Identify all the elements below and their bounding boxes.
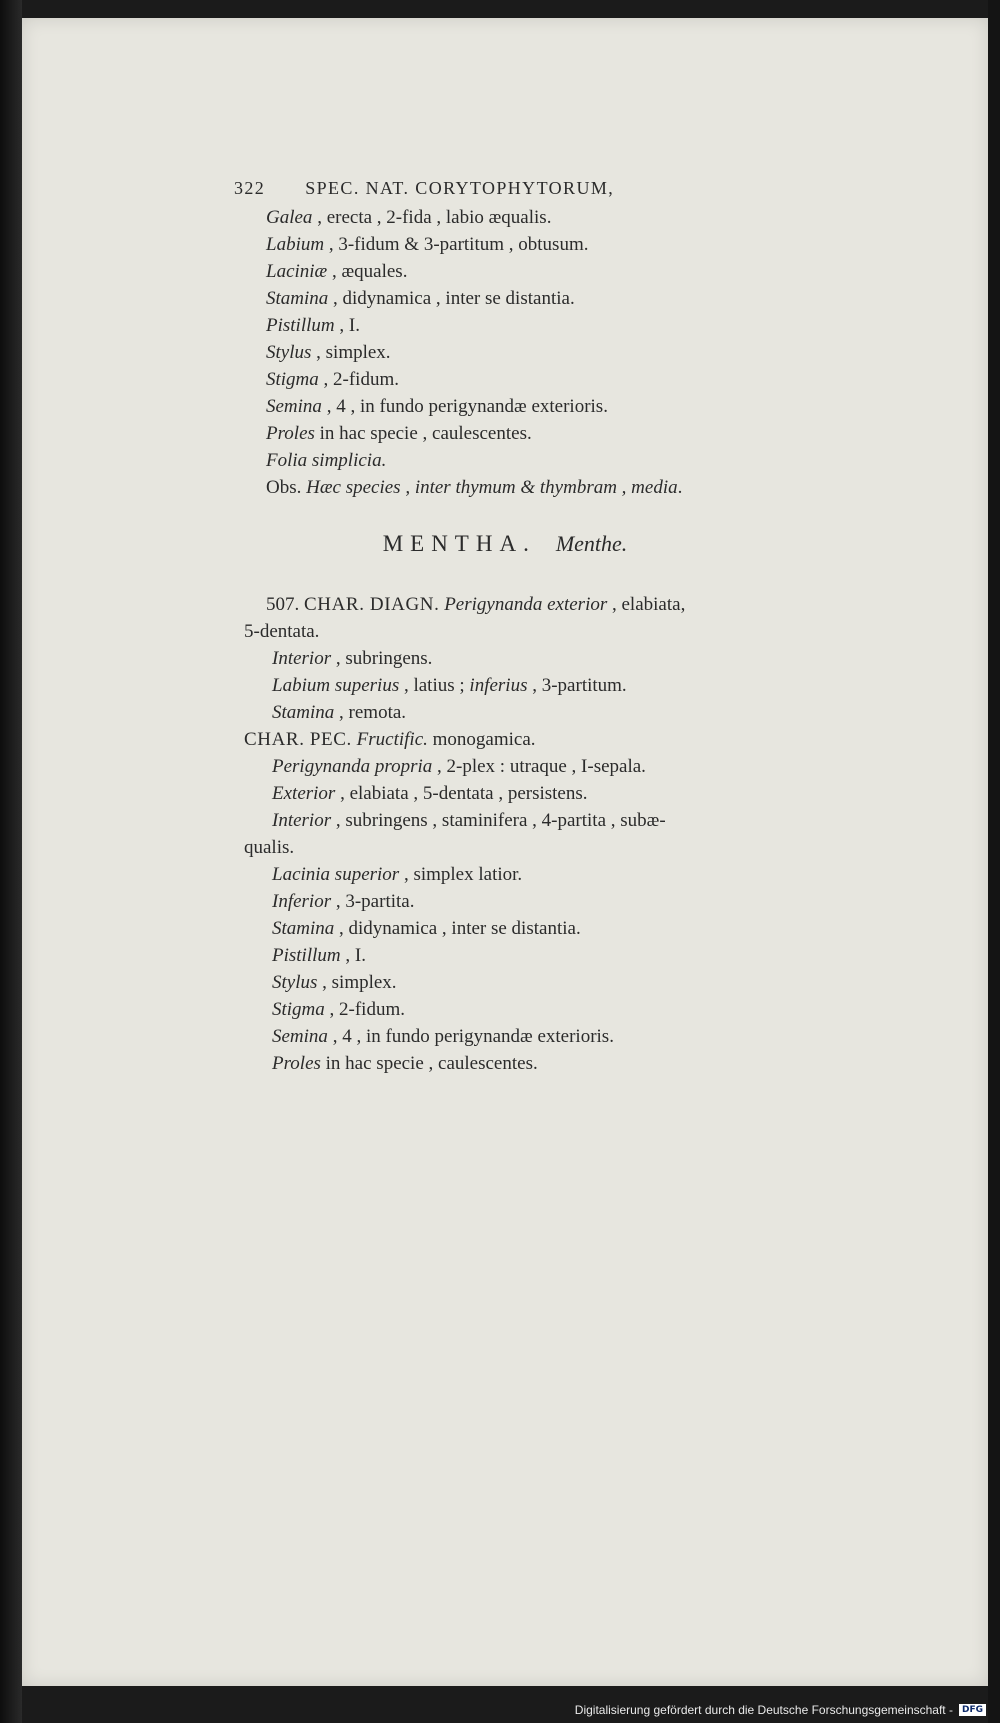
text-line: Labium , 3-fidum & 3-partitum , obtusum. [266, 234, 589, 255]
text-line: Galea , erecta , 2-fida , labio æqualis. [266, 207, 552, 228]
text-line: Pistillum , I. [272, 945, 366, 966]
dfg-logo: DFG [959, 1704, 986, 1716]
text-line: Stigma , 2-fidum. [272, 999, 405, 1020]
text-line: Stylus , simplex. [266, 342, 391, 363]
text-line: Labium superius , latius ; inferius , 3-partitum. [272, 675, 627, 696]
text-line: 5-dentata. [244, 621, 320, 642]
book-spine [0, 0, 22, 1723]
text-line: Folia simplicia. [266, 450, 387, 471]
text-line: Stamina , didynamica , inter se distantia. [272, 918, 581, 939]
text-line: Perigynanda propria , 2-plex : utraque , I-sepala. [272, 756, 646, 777]
text-line: Stigma , 2-fidum. [266, 369, 399, 390]
text-line: Inferior , 3-partita. [272, 891, 415, 912]
text-line: Laciniæ , æquales. [266, 261, 408, 282]
genus-title: MENTHA. [382, 531, 536, 556]
text-line: Interior , subringens. [272, 648, 433, 669]
text-line: Interior , subringens , staminifera , 4-partita , subæ- [272, 810, 666, 831]
char-diagn-line: 507. CHAR. DIAGN. Perigynanda exterior , elabiata, [266, 594, 686, 615]
observation-line: Obs. Hæc species , inter thymum & thymbram , media. [266, 477, 683, 498]
credit-text: Digitalisierung gefördert durch die Deutsche Forschungsgemeinschaft - [574, 1703, 953, 1717]
char-pec-line: CHAR. PEC. Fructific. monogamica. [244, 729, 536, 750]
text-line: Semina , 4 , in fundo perigynandæ exterioris. [272, 1026, 614, 1047]
text-line: Proles in hac specie , caulescentes. [266, 423, 532, 444]
genus-vernacular: Menthe. [555, 531, 628, 556]
running-header [234, 175, 614, 201]
text-line: Proles in hac specie , caulescentes. [272, 1053, 538, 1074]
text-line: Stamina , remota. [272, 702, 407, 723]
page-text [22, 18, 988, 1686]
text-line: Stamina , didynamica , inter se distantia. [266, 288, 575, 309]
text-line: Pistillum , I. [266, 315, 360, 336]
scan-edge [988, 0, 1000, 1723]
book-page [22, 18, 988, 1686]
text-line: Semina , 4 , in fundo perigynandæ exterioris. [266, 396, 608, 417]
text-line: qualis. [244, 837, 295, 858]
running-title: SPEC. NAT. CORYTOPHYTORUM, [305, 178, 615, 198]
text-line: Stylus , simplex. [272, 972, 397, 993]
digitization-credit [575, 1703, 986, 1717]
text-line: Lacinia superior , simplex latior. [272, 864, 523, 885]
page-number: 322 [234, 178, 266, 198]
text-line: Exterior , elabiata , 5-dentata , persistens. [272, 783, 588, 804]
section-heading [22, 531, 988, 557]
